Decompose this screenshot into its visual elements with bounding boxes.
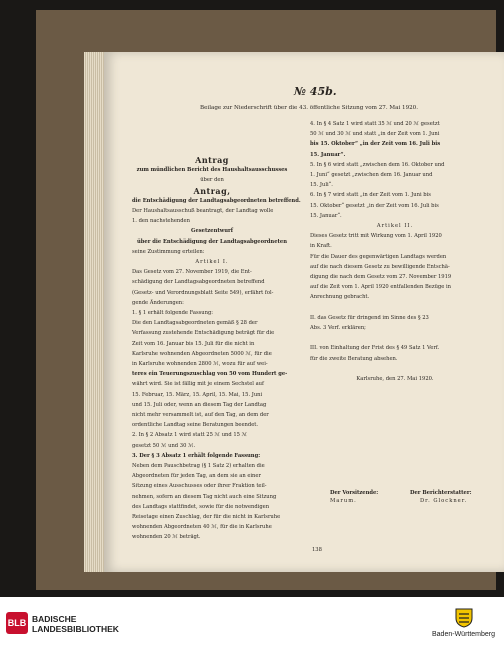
reporter-label: Der Berichterstatter: <box>410 490 472 496</box>
left-text-line: und 15. Juli oder, wenn an diesem Tag der Landtag <box>132 401 267 408</box>
library-name <box>32 614 119 634</box>
right-text-line: Dieses Gesetz tritt mit Wirkung vom 1. April 1920 <box>310 233 442 240</box>
right-text-line: bis 15. Oktober“ „in der Zeit vom 16. Juli bis <box>310 141 441 148</box>
left-text-line: nicht mehr versammelt ist, auf den Tag, an dem der <box>132 412 269 418</box>
left-text-line: 15. Februar, 15. März, 15. April, 15. Mai, 15. Juni <box>132 391 263 398</box>
right-text-line: II. das Gesetz für dringend im Sinne des § 23 <box>310 314 429 321</box>
right-text-line: 15. Juli“. <box>310 182 333 189</box>
right-text-line: auf die Zeit vom 1. April 1920 entfallenden Bezüge in <box>310 284 451 291</box>
left-text-line: Sitzung eines Ausschusses oder ihrer Fraktion teil- <box>132 483 267 490</box>
right-text-line: 4. In § 4 Satz 1 wird statt 35 ℳ und 20 ℳ gesetzt <box>310 121 440 127</box>
right-text-line: 15. Januar“. <box>310 151 346 158</box>
chair-name: Marum. <box>330 498 357 504</box>
left-text-line: ordentliche Landtag seine Beratungen beendet. <box>132 422 259 429</box>
right-text-line: 6. In § 7 wird statt „in der Zeit vom 1. Juni bis <box>310 192 431 199</box>
left-text-line: gende Änderungen: <box>132 299 184 306</box>
left-text-line: Karlsruhe wohnenden Abgeordneten 5000 ℳ, für die <box>132 350 272 357</box>
left-text-line: 2. In § 2 Absatz 1 wird statt 25 ℳ und 15 ℳ <box>132 432 248 439</box>
page-number: 138 <box>312 547 322 553</box>
left-text-line: Gesetzentwurf <box>191 228 233 235</box>
document-page <box>104 52 504 572</box>
library-name-line-2: LANDESBIBLIOTHEK <box>32 624 119 634</box>
right-text-line: III. von Einhaltung der Frist des § 49 Satz 1 Verf. <box>310 345 440 352</box>
reporter-name: Dr. Glockner. <box>420 498 468 504</box>
right-text-line: digung die nach dem Gesetz vom 27. November 1919 <box>310 274 452 280</box>
left-text-line: Die den Landtagsabgeordneten gemäß § 28 der <box>132 320 258 327</box>
left-text-line: währt wird. Sie ist fällig mit je einem Sechstel auf <box>132 381 264 388</box>
left-text-line: Artikel I. <box>195 259 229 265</box>
supplement-line: Beilage zur Niederschrift über die 43. öffentliche Sitzung vom 27. Mai 1920. <box>200 105 419 111</box>
left-text-line: Antrag, <box>193 185 231 196</box>
right-text-line: 15. Januar“. <box>310 212 342 219</box>
right-text-line: Karlsruhe, den 27. Mai 1920. <box>356 376 434 382</box>
left-text-line: über die Entschädigung der Landtagsabgeordneten <box>137 238 287 245</box>
left-text-line: Reisetage einen Zuschlag, der für die nicht in Karlsruhe <box>132 514 281 520</box>
left-text-line: (Gesetz- und Verordnungsblatt Seite 549), erfährt fol- <box>132 289 274 296</box>
state-coat-of-arms-icon <box>450 606 478 628</box>
left-text-line: gesetzt 50 ℳ und 30 ℳ. <box>132 442 196 449</box>
left-text-line: wohnenden Abgeordneten 40 ℳ, für die in Karlsruhe <box>132 524 272 531</box>
right-text-line: Für die Dauer des gegenwärtigen Landtags werden <box>310 253 447 260</box>
right-text-line: auf die nach diesem Gesetz zu bewilligende Entschä- <box>310 263 450 270</box>
document-number: № 45b. <box>294 85 337 98</box>
right-text-line: Anrechnung gebracht. <box>310 294 370 301</box>
library-logo: BLB <box>6 612 28 634</box>
left-text-line: des Landtags stattfindet, sowie für die notwendigen <box>132 503 270 510</box>
left-text-line: 1. den nachstehenden <box>132 218 190 225</box>
right-text-line: Artikel II. <box>376 223 414 229</box>
left-text-line: Das Gesetz vom 27. November 1919, die Ent- <box>132 269 252 276</box>
left-text-line: über den <box>200 177 224 184</box>
left-text-line: Abgeordneten für jeden Tag, an dem sie an einer <box>132 473 261 480</box>
left-text-line: die Entschädigung der Landtagsabgeordneten betreffend. <box>132 197 301 204</box>
state-name: Baden-Württemberg <box>432 631 496 638</box>
right-text-line: in Kraft. <box>310 243 332 250</box>
left-text-line: Antrag <box>195 155 229 165</box>
left-text-line: schädigung der Landtagsabgeordneten betreffend <box>132 279 265 286</box>
right-text-line: 5. In § 6 wird statt „zwischen dem 16. Oktober und <box>310 161 445 168</box>
library-name-line-1: BADISCHE <box>32 614 77 624</box>
left-text-line: teres ein Teuerungszuschlag von 50 vom Hundert ge- <box>132 371 288 378</box>
chair-label: Der Vorsitzende: <box>330 490 379 496</box>
page-edges <box>84 52 104 572</box>
left-text-line: seine Zustimmung erteilen: <box>132 248 205 255</box>
left-text-line: 1. § 1 erhält folgende Fassung: <box>132 310 214 316</box>
left-text-line: Der Haushaltsausschuß beantragt, der Landtag wolle <box>132 208 274 214</box>
right-text-line: 50 ℳ und 30 ℳ und statt „in der Zeit vom 1. Juni <box>310 131 440 138</box>
left-text-line: Neben dem Pauschbetrag (§ 1 Satz 2) erhalten die <box>132 463 265 469</box>
left-text-line: nehmen, sofern an diesem Tag nicht auch eine Sitzung <box>132 493 277 500</box>
left-text-line: wohnenden 20 ℳ beträgt. <box>132 534 201 541</box>
left-text-line: in Karlsruhe wohnenden 2800 ℳ, wozu für auf wei- <box>132 361 268 367</box>
left-text-line: 3. Der § 3 Absatz 1 erhält folgende Fassung: <box>132 452 261 459</box>
right-text-line: 1. Juni“ gesetzt „zwischen dem 16. Januar und <box>310 172 433 178</box>
right-text-line: für die zweite Beratung absehen. <box>310 355 398 362</box>
right-text-line: 15. Oktober“ gesetzt „in der Zeit vom 16. Juli bis <box>310 202 439 209</box>
left-text-line: Verfassung zustehende Entschädigung beträgt für die <box>132 330 275 337</box>
left-text-line: Zeit vom 16. Januar bis 15. Juli für die nicht in <box>132 340 255 347</box>
right-text-line: Abs. 3 Verf. erklären; <box>310 325 366 331</box>
left-text-line: zum mündlichen Bericht des Haushaltsausschusses <box>136 167 288 174</box>
